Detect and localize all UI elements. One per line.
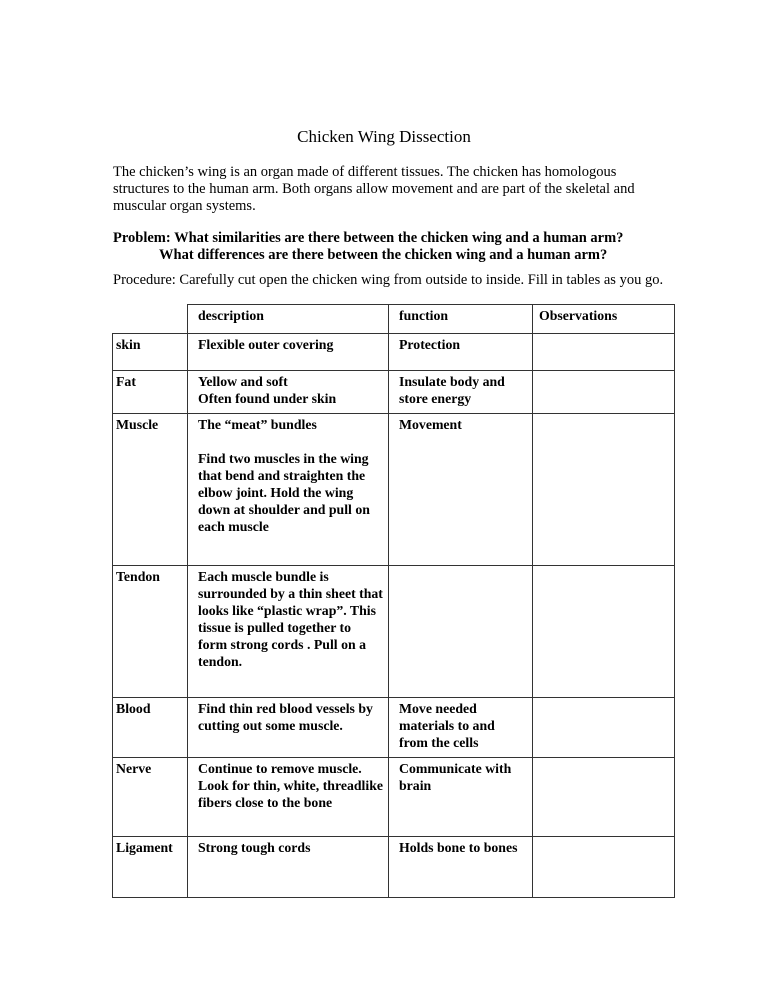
page-title: Chicken Wing Dissection [297,127,471,146]
problem-statement [113,230,673,264]
table-header-row [113,305,675,334]
tissue-name: skin [113,334,188,371]
table-row [113,698,675,758]
table-row [113,334,675,371]
description-cell: Strong tough cords [188,837,389,898]
description-cell [188,371,389,414]
problem-line-1: Problem: What similarities are there between the chicken wing and a human arm? [113,230,624,246]
tissue-name: Blood [113,698,188,758]
description-cell: Find thin red blood vessels by cutting out some muscle. [188,698,389,758]
tissue-name: Fat [113,371,188,414]
function-cell: Movement [389,414,533,566]
observations-cell[interactable] [533,698,675,758]
description-line: Yellow and soft [198,374,288,389]
table-row [113,371,675,414]
dissection-table [112,304,675,898]
description-cell [188,414,389,566]
function-cell: Insulate body and store energy [389,371,533,414]
table-row [113,566,675,698]
procedure-text: Procedure: Carefully cut open the chicken wing from outside to inside. Fill in tables as you go. [113,272,664,288]
header-function: function [389,305,533,334]
header-blank [113,305,188,334]
description-line: The “meat” bundles [198,417,317,432]
tissue-name: Ligament [113,837,188,898]
function-cell: Communicate with brain [389,758,533,837]
table-row [113,837,675,898]
observations-cell[interactable] [533,414,675,566]
description-cell: Each muscle bundle is surrounded by a thin sheet that looks like “plastic wrap”. This tissue is pulled together to form strong cords . Pull on a tendon. [188,566,389,698]
function-cell: Holds bone to bones [389,837,533,898]
function-cell: Protection [389,334,533,371]
function-cell: Move needed materials to and from the cells [389,698,533,758]
description-cell: Flexible outer covering [188,334,389,371]
tissue-name: Nerve [113,758,188,837]
tissue-name: Muscle [113,414,188,566]
function-cell [389,566,533,698]
table-row [113,758,675,837]
description-line: Find two muscles in the wing that bend and straighten the elbow joint. Hold the wing down at shoulder and pull on each muscle [198,451,370,534]
description-cell: Continue to remove muscle. Look for thin, white, threadlike fibers close to the bone [188,758,389,837]
table-row [113,414,675,566]
problem-line-2: What differences are there between the chicken wing and a human arm? [159,247,608,263]
tissue-name: Tendon [113,566,188,698]
header-description: description [188,305,389,334]
intro-paragraph: The chicken’s wing is an organ made of different tissues. The chicken has homologous structures to the human arm. Both organs allow movement and are part of the skeletal and muscular organ systems. [113,164,635,214]
header-observations: Observations [533,305,675,334]
observations-cell[interactable] [533,566,675,698]
observations-cell[interactable] [533,334,675,371]
description-line: Often found under skin [198,391,337,406]
observations-cell[interactable] [533,758,675,837]
observations-cell[interactable] [533,837,675,898]
observations-cell[interactable] [533,371,675,414]
